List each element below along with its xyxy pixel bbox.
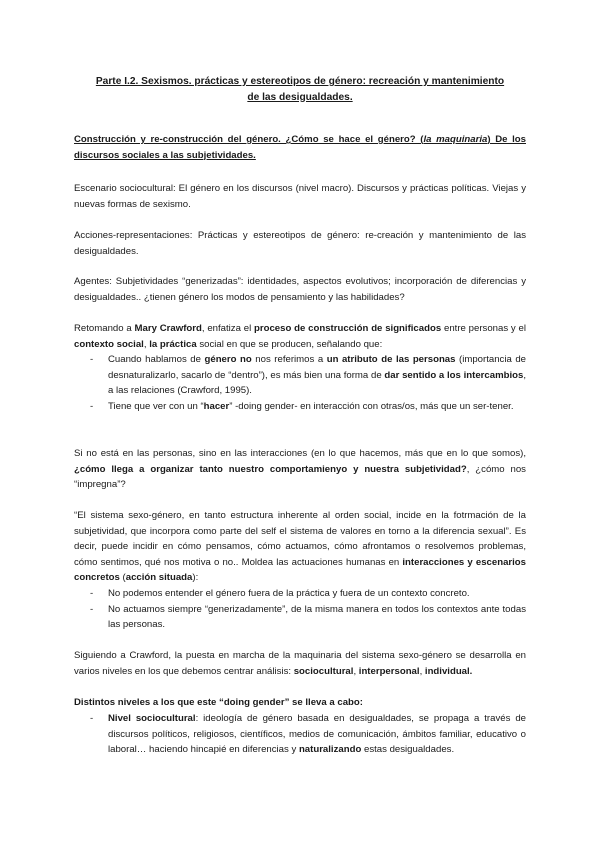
- list-item: [74, 711, 526, 758]
- text: Siguiendo a Crawford, la puesta en marcha de la maquinaria del sistema sexo-género se desarrolla en varios niveles en los que debemos centrar análisis:: [74, 650, 526, 677]
- paragraph-siguiendo: [74, 648, 526, 679]
- text: , a las relaciones (Crawford, 1995).: [108, 369, 526, 396]
- text: entre personas y el: [441, 323, 526, 334]
- text: No podemos entender el género fuera de la práctica y fuera de un contexto concreto.: [108, 588, 470, 599]
- text: ,: [143, 338, 150, 350]
- text: ” -doing gender- en interacción con otras/os, más que un ser-tener.: [229, 400, 514, 412]
- text: Retomando a: [74, 323, 135, 334]
- text: : ideología de género basada en desigualdades, se propaga a través de discursos políticos, religiosos, científicos, medios de comunicación, ámbitos familiar, educativo o laboral… haciendo hincapié en diferencias y: [108, 713, 526, 755]
- dash-bullet: -: [90, 603, 94, 615]
- dash-bullet: -: [90, 400, 94, 412]
- paragraph-escenario: Escenario sociocultural: El género en los discursos (nivel macro). Discursos y prácticas políticas. Viejas y nuevas formas de sexismo.: [74, 183, 526, 210]
- text: (importancia de desnaturalizarlo, sacarlo de “dentro”), es más bien una forma de: [108, 354, 527, 381]
- heading-text-b: ) De los discursos sociales a las subjetividades.: [74, 134, 526, 161]
- bold-text: la práctica: [149, 338, 197, 350]
- list-crawford: [74, 352, 526, 414]
- section-heading: [74, 132, 526, 163]
- list-item: [74, 399, 526, 415]
- text: , ¿cómo nos “impregna”?: [74, 463, 526, 490]
- text: nos referimos a: [251, 354, 327, 365]
- paragraph-acciones: Acciones-representaciones: Prácticas y estereotipos de género: re-creación y mantenimiento de las desigualdades.: [74, 230, 526, 257]
- bold-text: interacciones y escenarios concretos: [74, 556, 527, 583]
- bold-text: ¿cómo llega a organizar tanto nuestro comportamienyo y nuestra subjetividad?: [74, 463, 467, 475]
- paragraph-agentes: Agentes: Subjetividades “generizadas”: identidades, aspectos evolutivos; incorporación de diferencias y desigualdades.. ¿tienen género los modos de pensamiento y las habilidades?: [74, 276, 526, 303]
- bold-text: hacer: [203, 400, 230, 412]
- list-item: [74, 352, 526, 399]
- bold-text: dar sentido a los intercambios: [384, 369, 524, 381]
- bold-text: contexto social: [74, 338, 144, 350]
- list-accion-situada: [74, 586, 526, 633]
- paragraph-si-no: [74, 446, 526, 493]
- bold-text: Mary Crawford: [134, 323, 202, 334]
- heading-italic: la maquinaria: [423, 134, 488, 145]
- bold-text: Nivel sociocultural: [108, 713, 196, 724]
- bold-text: interpersonal: [358, 665, 420, 677]
- text: Tiene que ver con un “: [108, 400, 204, 412]
- dash-bullet: -: [90, 588, 94, 599]
- text: “El sistema sexo-género, en tanto estructura inherente al orden social, incide en la fotrmación de la subjetividad, que incorpora como parte del self el sistema de valores en torno a la diferencia sexual”. Es decir, puede incidir en cómo pensamos, cómo actuamos, cómo afrontamos o resolvemos problemas, cómo sentimos, qué nos motiva o no.. Moldea las actuaciones humanas en: [74, 510, 526, 568]
- bold-text: naturalizando: [298, 744, 362, 755]
- bold-text: acción situada: [125, 572, 193, 583]
- text: , enfatiza el: [201, 323, 255, 334]
- text: Cuando hablamos de: [108, 354, 205, 365]
- text: ):: [192, 572, 199, 583]
- paragraph-crawford: [74, 321, 526, 352]
- bold-text: individual.: [424, 665, 473, 677]
- heading-text-a: Construcción y re-construcción del género. ¿Cómo se hace el género? (: [74, 134, 424, 145]
- text: Si no está en las personas, sino en las interacciones (en lo que hacemos, más que en lo que somos),: [74, 448, 526, 459]
- paragraph-niveles: Distintos niveles a los que este “doing gender” se lleva a cabo:: [74, 697, 363, 708]
- list-niveles: [74, 711, 526, 758]
- bold-text: un atributo de las personas: [326, 354, 456, 365]
- text: ,: [353, 665, 359, 677]
- dash-bullet: -: [90, 713, 94, 724]
- list-item: [74, 602, 526, 633]
- text: ,: [419, 665, 425, 677]
- text: social en que se producen, señalando que:: [196, 338, 383, 350]
- bold-text: género no: [204, 354, 252, 365]
- page-title: Parte I.2. Sexismos. prácticas y estereotipos de género: recreación y mantenimiento de las desigualdades.: [95, 76, 505, 103]
- text: estas desigualdades.: [361, 744, 455, 755]
- list-item: [74, 586, 526, 602]
- dash-bullet: -: [90, 354, 94, 365]
- bold-text: proceso de construcción de significados: [254, 323, 442, 334]
- text: (: [119, 572, 126, 583]
- paragraph-sistema: [74, 508, 526, 586]
- text: No actuamos siempre “generizadamente”, de la misma manera en todos los contextos ante todas las personas.: [108, 603, 526, 630]
- bold-text: sociocultural: [293, 665, 354, 677]
